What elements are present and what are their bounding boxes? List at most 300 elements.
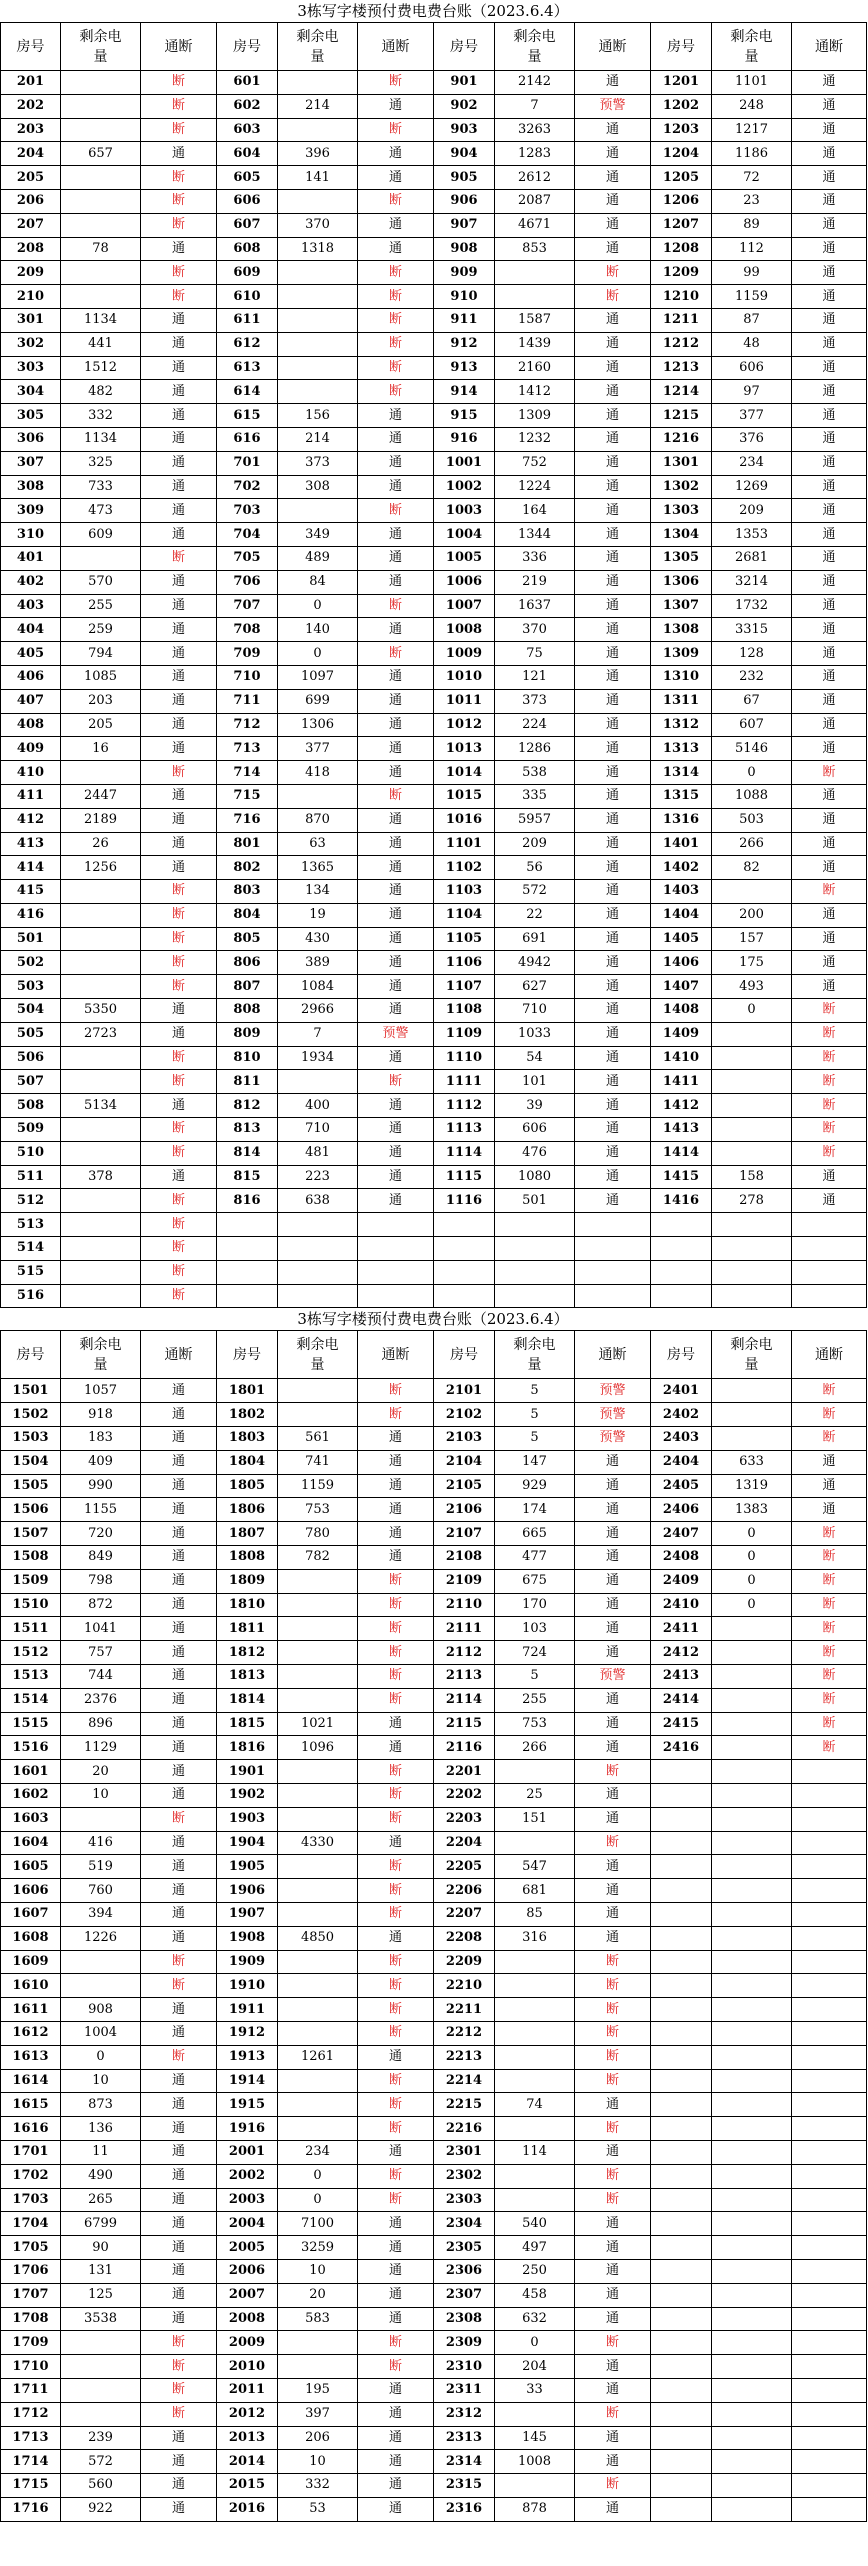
table-row (1, 880, 867, 904)
room-number-cell: 1016 (434, 808, 495, 832)
power-status-cell: 通 (792, 499, 867, 523)
remaining-power-cell: 572 (61, 2450, 141, 2474)
power-status-cell: 通 (141, 380, 217, 404)
power-status-cell: 通 (358, 213, 434, 237)
table-row (1, 999, 867, 1023)
remaining-power-cell (712, 2331, 792, 2355)
room-number-cell: 511 (1, 1165, 61, 1189)
power-status-cell: 通 (141, 1902, 217, 1926)
room-number-cell: 1301 (651, 451, 712, 475)
remaining-power-cell: 3315 (712, 618, 792, 642)
room-number-cell: 514 (1, 1237, 61, 1261)
table-row (1, 118, 867, 142)
room-number-cell: 1215 (651, 404, 712, 428)
power-status-cell: 通 (575, 213, 651, 237)
table-row (1, 2117, 867, 2141)
room-number-cell (651, 2164, 712, 2188)
remaining-power-cell: 1269 (712, 475, 792, 499)
power-status-cell: 断 (141, 2045, 217, 2069)
room-number-cell: 1902 (217, 1783, 278, 1807)
room-number-cell: 2004 (217, 2212, 278, 2236)
remaining-power-cell: 1159 (712, 285, 792, 309)
power-status-cell: 断 (358, 1617, 434, 1641)
room-number-cell: 1405 (651, 927, 712, 951)
room-number-cell: 1510 (1, 1593, 61, 1617)
remaining-power-cell (278, 499, 358, 523)
power-status-cell: 断 (358, 380, 434, 404)
remaining-power-cell: 752 (495, 451, 575, 475)
room-number-cell: 2315 (434, 2474, 495, 2498)
remaining-power-cell: 0 (61, 2045, 141, 2069)
power-status-cell: 通 (575, 71, 651, 95)
power-status-cell: 通 (141, 2259, 217, 2283)
power-status-cell: 断 (141, 1141, 217, 1165)
room-number-cell: 709 (217, 642, 278, 666)
remaining-power-cell: 255 (61, 594, 141, 618)
room-number-cell: 1715 (1, 2474, 61, 2498)
table-row (1, 1926, 867, 1950)
power-status-cell: 预警 (358, 1022, 434, 1046)
remaining-power-cell: 418 (278, 761, 358, 785)
power-status-cell (792, 2378, 867, 2402)
remaining-power-cell: 239 (61, 2426, 141, 2450)
room-number-cell: 2413 (651, 1665, 712, 1689)
table-row (1, 2069, 867, 2093)
room-number-cell: 1906 (217, 1879, 278, 1903)
room-number-cell: 1001 (434, 451, 495, 475)
room-number-cell: 409 (1, 737, 61, 761)
remaining-power-cell (278, 2069, 358, 2093)
power-status-cell: 断 (141, 2378, 217, 2402)
power-status-cell: 通 (575, 1926, 651, 1950)
table-row (1, 2402, 867, 2426)
room-number-cell: 506 (1, 1046, 61, 1070)
room-number-cell: 2114 (434, 1688, 495, 1712)
power-status-cell: 断 (141, 546, 217, 570)
room-number-cell (651, 2069, 712, 2093)
remaining-power-cell: 0 (712, 1546, 792, 1570)
table-row (1, 308, 867, 332)
remaining-power-cell: 26 (61, 832, 141, 856)
room-number-cell: 1709 (1, 2331, 61, 2355)
room-number-cell: 716 (217, 808, 278, 832)
power-status-cell: 通 (575, 380, 651, 404)
power-status-cell: 通 (141, 2069, 217, 2093)
room-number-cell: 308 (1, 475, 61, 499)
table-row (1, 1736, 867, 1760)
power-status-cell: 通 (792, 332, 867, 356)
room-number-cell: 2009 (217, 2331, 278, 2355)
table-row (1, 1260, 867, 1284)
power-status-cell: 通 (575, 1807, 651, 1831)
remaining-power-cell (712, 2355, 792, 2379)
room-number-cell: 2210 (434, 1974, 495, 1998)
power-status-cell: 断 (358, 1593, 434, 1617)
room-number-cell: 607 (217, 213, 278, 237)
room-number-cell (651, 1855, 712, 1879)
power-status-cell: 通 (358, 1141, 434, 1165)
remaining-power-cell: 1088 (712, 784, 792, 808)
room-number-cell (651, 2212, 712, 2236)
remaining-power-cell: 141 (278, 166, 358, 190)
remaining-power-cell (61, 71, 141, 95)
remaining-power-cell: 1344 (495, 523, 575, 547)
power-status-cell: 断 (575, 2021, 651, 2045)
power-status-cell: 通 (575, 808, 651, 832)
remaining-power-cell (61, 1284, 141, 1308)
remaining-power-cell: 416 (61, 1831, 141, 1855)
room-number-cell: 2302 (434, 2164, 495, 2188)
power-status-cell: 通 (141, 451, 217, 475)
table-row (1, 2426, 867, 2450)
remaining-power-cell: 370 (278, 213, 358, 237)
room-number-cell: 915 (434, 404, 495, 428)
power-status-cell: 断 (358, 1974, 434, 1998)
power-status-cell: 通 (792, 142, 867, 166)
power-status-cell: 通 (358, 951, 434, 975)
room-number-cell: 2211 (434, 1998, 495, 2022)
remaining-power-cell (61, 1189, 141, 1213)
remaining-power-cell: 255 (495, 1688, 575, 1712)
remaining-power-cell: 710 (495, 999, 575, 1023)
room-number-cell: 1609 (1, 1950, 61, 1974)
power-status-cell: 通 (358, 523, 434, 547)
room-number-cell (651, 1213, 712, 1237)
remaining-power-cell (278, 380, 358, 404)
room-number-cell: 2204 (434, 1831, 495, 1855)
room-number-cell: 2104 (434, 1450, 495, 1474)
power-status-cell: 通 (575, 856, 651, 880)
remaining-power-cell (712, 2140, 792, 2164)
remaining-power-cell: 136 (61, 2117, 141, 2141)
power-status-cell: 断 (141, 1284, 217, 1308)
power-status-cell: 断 (358, 1879, 434, 1903)
room-number-cell: 510 (1, 1141, 61, 1165)
table-row (1, 1688, 867, 1712)
room-number-cell: 1102 (434, 856, 495, 880)
power-status-cell: 通 (792, 356, 867, 380)
power-status-cell (792, 1760, 867, 1784)
table-row (1, 1760, 867, 1784)
power-status-cell: 通 (792, 404, 867, 428)
power-status-cell: 通 (358, 689, 434, 713)
power-status-cell: 通 (575, 1641, 651, 1665)
remaining-power-cell (278, 261, 358, 285)
room-number-cell: 504 (1, 999, 61, 1023)
table-row (1, 2497, 867, 2521)
remaining-power-cell: 373 (278, 451, 358, 475)
remaining-power-cell (712, 1783, 792, 1807)
room-number-cell: 1611 (1, 1998, 61, 2022)
power-status-cell: 通 (792, 1498, 867, 1522)
room-number-cell: 2008 (217, 2307, 278, 2331)
remaining-power-cell (61, 2402, 141, 2426)
room-number-cell: 307 (1, 451, 61, 475)
remaining-power-cell: 1041 (61, 1617, 141, 1641)
power-status-cell: 通 (141, 665, 217, 689)
power-status-cell: 断 (358, 2355, 434, 2379)
power-status-cell: 预警 (575, 1427, 651, 1451)
room-number-cell: 1114 (434, 1141, 495, 1165)
room-number-cell: 906 (434, 189, 495, 213)
power-status-cell: 断 (141, 2331, 217, 2355)
room-number-cell: 2306 (434, 2259, 495, 2283)
room-number-header: 房号 (651, 1331, 712, 1379)
room-number-cell: 1601 (1, 1760, 61, 1784)
remaining-power-cell: 5957 (495, 808, 575, 832)
room-number-cell: 2003 (217, 2188, 278, 2212)
room-number-cell: 1412 (651, 1094, 712, 1118)
power-status-cell: 断 (358, 285, 434, 309)
table-row (1, 1498, 867, 1522)
power-status-cell: 通 (358, 737, 434, 761)
room-number-cell: 1802 (217, 1403, 278, 1427)
room-number-cell: 612 (217, 332, 278, 356)
remaining-power-cell: 20 (61, 1760, 141, 1784)
remaining-power-cell (712, 2212, 792, 2236)
room-number-cell: 907 (434, 213, 495, 237)
room-number-cell: 604 (217, 142, 278, 166)
room-number-cell: 2109 (434, 1569, 495, 1593)
remaining-power-cell: 16 (61, 737, 141, 761)
remaining-power-cell (278, 2117, 358, 2141)
power-status-cell: 通 (358, 1094, 434, 1118)
power-status-cell: 断 (575, 1950, 651, 1974)
table-row (1, 903, 867, 927)
power-status-cell: 通 (575, 2236, 651, 2260)
room-number-cell: 1903 (217, 1807, 278, 1831)
power-status-cell: 通 (575, 2450, 651, 2474)
power-status-cell: 通 (141, 737, 217, 761)
remaining-power-cell: 151 (495, 1807, 575, 1831)
remaining-power-cell (61, 1213, 141, 1237)
remaining-power-cell: 103 (495, 1617, 575, 1641)
power-status-cell: 断 (358, 189, 434, 213)
remaining-power-cell (278, 1213, 358, 1237)
remaining-power-cell (495, 261, 575, 285)
power-status-cell: 断 (792, 1427, 867, 1451)
power-status-cell (792, 1213, 867, 1237)
remaining-power-cell: 1004 (61, 2021, 141, 2045)
power-status-cell: 通 (358, 237, 434, 261)
remaining-power-cell: 0 (278, 594, 358, 618)
power-status-cell (792, 1783, 867, 1807)
room-number-cell (651, 2021, 712, 2045)
room-number-cell: 2307 (434, 2283, 495, 2307)
remaining-power-cell: 209 (495, 832, 575, 856)
room-number-cell: 1104 (434, 903, 495, 927)
power-status-cell: 通 (141, 1855, 217, 1879)
room-number-cell: 2001 (217, 2140, 278, 2164)
remaining-power-cell: 710 (278, 1118, 358, 1142)
ledger-sheet (0, 1308, 866, 2521)
remaining-power-cell (61, 2355, 141, 2379)
room-number-cell: 205 (1, 166, 61, 190)
room-number-cell: 2207 (434, 1902, 495, 1926)
remaining-power-cell: 332 (61, 404, 141, 428)
room-number-cell: 507 (1, 1070, 61, 1094)
remaining-power-cell: 583 (278, 2307, 358, 2331)
power-status-cell: 通 (575, 2378, 651, 2402)
power-status-header: 通断 (141, 23, 217, 71)
remaining-power-cell: 1365 (278, 856, 358, 880)
power-status-cell: 通 (792, 1450, 867, 1474)
remaining-power-cell: 376 (712, 427, 792, 451)
power-status-cell: 通 (792, 927, 867, 951)
room-number-cell: 1010 (434, 665, 495, 689)
power-status-cell: 断 (358, 642, 434, 666)
remaining-power-cell (61, 1237, 141, 1261)
room-number-cell: 1915 (217, 2093, 278, 2117)
room-number-cell: 2112 (434, 1641, 495, 1665)
power-status-cell: 断 (141, 1070, 217, 1094)
table-row (1, 2212, 867, 2236)
power-status-cell: 通 (575, 356, 651, 380)
power-status-cell: 通 (141, 1998, 217, 2022)
table-row (1, 642, 867, 666)
room-number-cell (651, 1831, 712, 1855)
room-number-cell: 2411 (651, 1617, 712, 1641)
room-number-cell: 2401 (651, 1379, 712, 1403)
power-status-cell: 通 (792, 975, 867, 999)
room-number-cell: 813 (217, 1118, 278, 1142)
power-status-cell: 断 (141, 1260, 217, 1284)
remaining-power-cell: 278 (712, 1189, 792, 1213)
room-number-cell: 2013 (217, 2426, 278, 2450)
power-status-cell: 通 (575, 927, 651, 951)
remaining-power-cell: 378 (61, 1165, 141, 1189)
power-status-cell: 通 (792, 1189, 867, 1213)
room-number-cell: 1804 (217, 1450, 278, 1474)
power-status-cell: 通 (358, 1926, 434, 1950)
remaining-power-cell: 0 (278, 642, 358, 666)
remaining-power-cell: 1057 (61, 1379, 141, 1403)
room-number-cell: 606 (217, 189, 278, 213)
power-status-cell: 通 (575, 1688, 651, 1712)
remaining-power-cell: 54 (495, 1046, 575, 1070)
remaining-power-cell: 794 (61, 642, 141, 666)
remaining-power-cell: 1155 (61, 1498, 141, 1522)
room-number-cell (434, 1260, 495, 1284)
remaining-power-cell (712, 1379, 792, 1403)
remaining-power-cell (278, 118, 358, 142)
power-status-cell: 断 (141, 951, 217, 975)
remaining-power-cell: 5 (495, 1665, 575, 1689)
remaining-power-cell: 78 (61, 237, 141, 261)
room-number-cell: 1912 (217, 2021, 278, 2045)
room-number-cell: 1502 (1, 1403, 61, 1427)
room-number-cell: 1309 (651, 642, 712, 666)
table-row (1, 380, 867, 404)
room-number-cell: 2002 (217, 2164, 278, 2188)
power-status-cell (792, 1998, 867, 2022)
room-number-cell: 1808 (217, 1546, 278, 1570)
room-number-cell: 2304 (434, 2212, 495, 2236)
remaining-power-cell (278, 2021, 358, 2045)
remaining-power-cell: 206 (278, 2426, 358, 2450)
table-row (1, 213, 867, 237)
remaining-power-header: 剩余电量 (495, 1331, 575, 1379)
room-number-cell: 707 (217, 594, 278, 618)
remaining-power-cell: 609 (61, 523, 141, 547)
remaining-power-cell: 19 (278, 903, 358, 927)
remaining-power-cell (61, 1950, 141, 1974)
room-number-cell: 1408 (651, 999, 712, 1023)
power-status-header: 通断 (358, 1331, 434, 1379)
room-number-cell: 2410 (651, 1593, 712, 1617)
remaining-power-header: 剩余电量 (495, 23, 575, 71)
room-number-cell: 1110 (434, 1046, 495, 1070)
room-number-cell: 2407 (651, 1522, 712, 1546)
power-status-cell: 通 (141, 808, 217, 832)
power-status-header: 通断 (141, 1331, 217, 1379)
power-status-cell: 通 (575, 1450, 651, 1474)
room-number-cell: 909 (434, 261, 495, 285)
room-number-cell (651, 1284, 712, 1308)
remaining-power-cell: 665 (495, 1522, 575, 1546)
power-status-cell: 通 (141, 1688, 217, 1712)
remaining-power-cell: 5134 (61, 1094, 141, 1118)
room-number-cell: 304 (1, 380, 61, 404)
room-number-cell: 1013 (434, 737, 495, 761)
room-number-cell: 1904 (217, 1831, 278, 1855)
remaining-power-cell (495, 1760, 575, 1784)
power-status-cell: 断 (358, 1783, 434, 1807)
table-row (1, 2236, 867, 2260)
room-number-cell: 1508 (1, 1546, 61, 1570)
room-number-cell: 2012 (217, 2402, 278, 2426)
room-number-cell: 810 (217, 1046, 278, 1070)
power-status-cell: 通 (575, 451, 651, 475)
power-status-cell: 通 (792, 1165, 867, 1189)
remaining-power-cell: 918 (61, 1403, 141, 1427)
remaining-power-cell: 203 (61, 689, 141, 713)
remaining-power-cell: 33 (495, 2378, 575, 2402)
power-status-cell: 断 (141, 94, 217, 118)
remaining-power-cell (278, 1593, 358, 1617)
power-status-cell: 通 (575, 1046, 651, 1070)
room-number-cell: 1809 (217, 1569, 278, 1593)
remaining-power-cell: 0 (495, 2331, 575, 2355)
room-number-cell: 513 (1, 1213, 61, 1237)
room-number-cell: 1916 (217, 2117, 278, 2141)
table-row (1, 1094, 867, 1118)
remaining-power-cell (495, 1950, 575, 1974)
room-number-cell: 204 (1, 142, 61, 166)
table-row (1, 332, 867, 356)
power-status-cell: 断 (141, 261, 217, 285)
room-number-cell: 1214 (651, 380, 712, 404)
header-row (1, 23, 867, 71)
remaining-power-cell: 308 (278, 475, 358, 499)
power-status-cell: 通 (575, 618, 651, 642)
power-status-cell: 通 (358, 2426, 434, 2450)
remaining-power-cell: 798 (61, 1569, 141, 1593)
power-status-cell: 通 (575, 1118, 651, 1142)
power-status-cell: 通 (141, 1593, 217, 1617)
room-number-cell: 1014 (434, 761, 495, 785)
power-status-cell: 通 (358, 2212, 434, 2236)
table-row (1, 2331, 867, 2355)
remaining-power-header: 剩余电量 (712, 1331, 792, 1379)
power-status-cell: 通 (575, 832, 651, 856)
room-number-cell: 702 (217, 475, 278, 499)
room-number-cell: 1208 (651, 237, 712, 261)
room-number-cell (434, 1237, 495, 1261)
remaining-power-cell: 0 (712, 999, 792, 1023)
power-status-cell: 通 (575, 1855, 651, 1879)
room-number-cell (651, 1926, 712, 1950)
